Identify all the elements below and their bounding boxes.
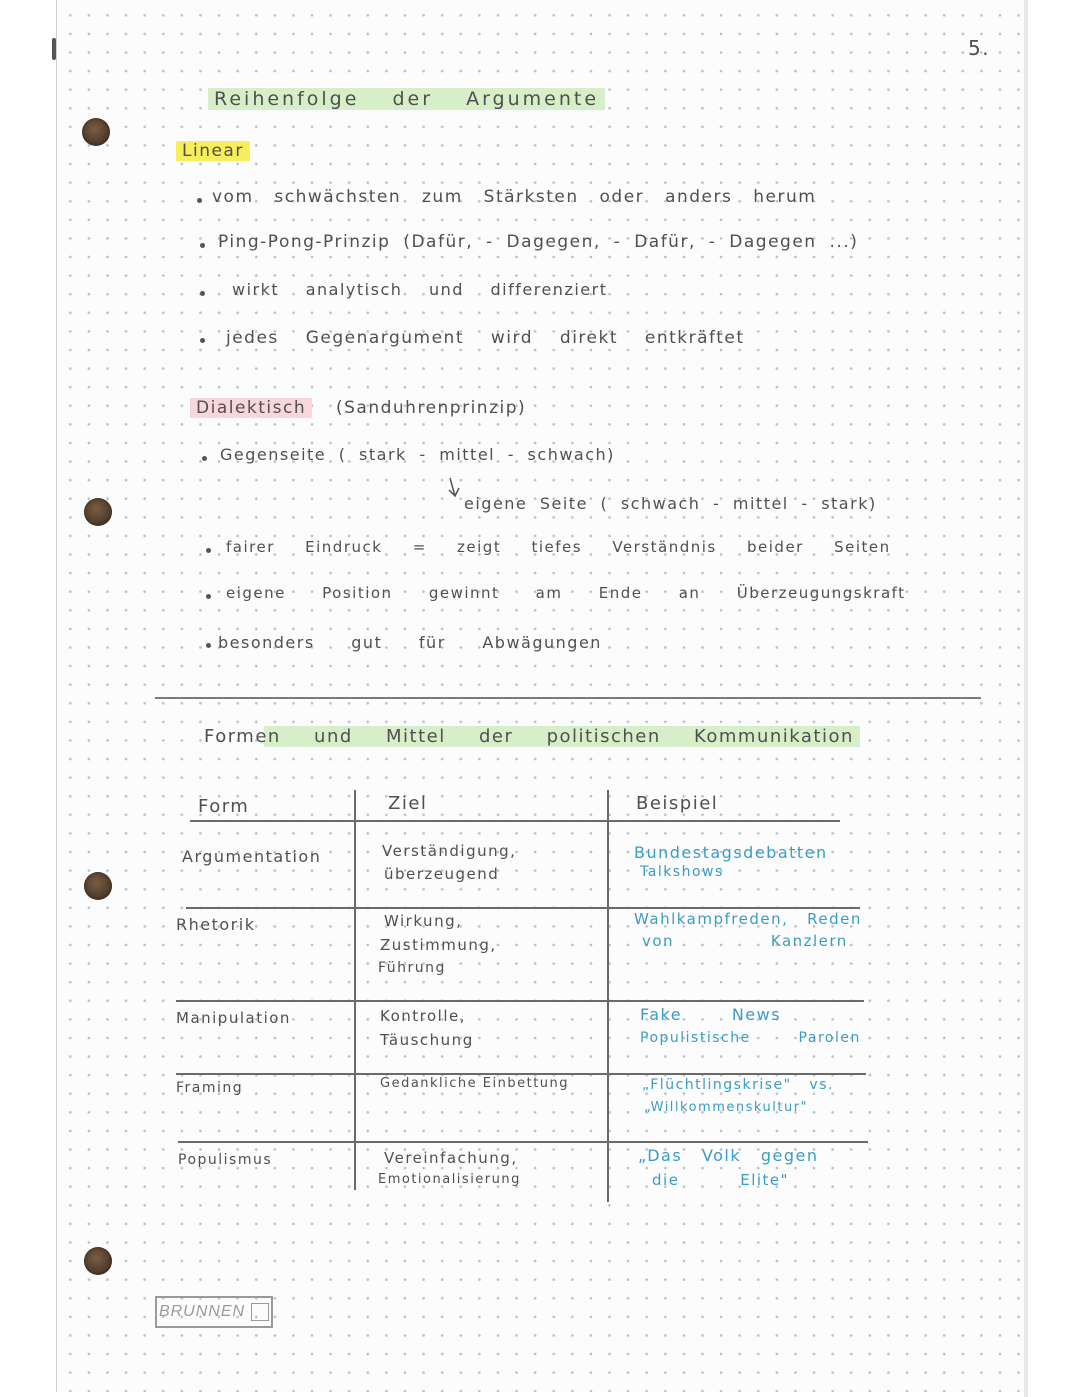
table-cell-beispiel: „Flüchtlingskrise" vs. xyxy=(642,1077,834,1093)
bullet xyxy=(202,456,207,461)
table-cell-ziel: Vereinfachung, xyxy=(384,1149,518,1167)
dialektisch-item: eigene Position gewinnt am Ende an Überzeugungskraft xyxy=(226,584,906,602)
table-cell-ziel: Verständigung, xyxy=(382,842,517,860)
heading-subtitle: (Sanduhrenprinzip) xyxy=(336,398,527,418)
bullet xyxy=(197,198,202,203)
table-row-line xyxy=(186,907,860,909)
table-cell-beispiel: Bundestagsdebatten xyxy=(634,843,828,862)
table-row-line xyxy=(176,1073,866,1075)
table-row-line xyxy=(176,1000,864,1002)
table-cell-beispiel: „Willkommenskultur" xyxy=(644,1100,809,1115)
bullet xyxy=(200,338,205,343)
linear-item: wirkt analytisch und differenziert xyxy=(232,280,608,299)
section-title: Formen und Mittel der politischen Kommunikation xyxy=(198,726,860,747)
bullet xyxy=(206,548,211,553)
table-row-line xyxy=(178,1141,868,1143)
table-cell-beispiel: „Das Volk gegen xyxy=(638,1146,819,1165)
table-cell-form: Populismus xyxy=(178,1152,273,1168)
dialektisch-item: besonders gut für Abwägungen xyxy=(218,633,602,652)
table-cell-form: Manipulation xyxy=(176,1009,291,1027)
table-column-line xyxy=(354,790,356,1190)
table-cell-form: Rhetorik xyxy=(176,915,256,934)
table-cell-ziel: Täuschung xyxy=(380,1031,474,1049)
arrow-icon xyxy=(446,476,462,500)
notebook-page xyxy=(56,0,1027,1392)
binding-mark xyxy=(52,38,56,60)
table-cell-ziel: überzeugend xyxy=(384,865,500,883)
brand-mark-icon xyxy=(251,1303,269,1321)
punch-hole xyxy=(82,118,110,146)
punch-hole xyxy=(84,872,112,900)
page-number: 5. xyxy=(968,36,991,60)
table-cell-beispiel: die Elite" xyxy=(652,1171,790,1189)
table-cell-ziel: Kontrolle, xyxy=(380,1007,467,1025)
table-header-beispiel: Beispiel xyxy=(636,793,719,814)
table-cell-form: Framing xyxy=(176,1080,244,1096)
bullet xyxy=(200,291,205,296)
page-edge xyxy=(1024,0,1028,1397)
bullet xyxy=(206,643,211,648)
divider xyxy=(155,697,981,699)
brand-logo: BRUNNEN xyxy=(155,1296,273,1328)
heading-dialektisch: Dialektisch xyxy=(190,398,312,418)
punch-hole xyxy=(84,1247,112,1275)
table-cell-beispiel: Populistische Parolen xyxy=(640,1030,861,1046)
table-cell-beispiel: Talkshows xyxy=(640,864,724,880)
table-cell-ziel: Emotionalisierung xyxy=(378,1172,521,1187)
linear-item: vom schwächsten zum Stärksten oder anders herum xyxy=(212,187,817,207)
table-header-form: Form xyxy=(198,796,250,817)
linear-item: Ping-Pong-Prinzip (Dafür, - Dagegen, - Dafür, - Dagegen ...) xyxy=(218,232,859,252)
table-cell-ziel: Führung xyxy=(378,960,446,976)
dialektisch-item: fairer Eindruck = zeigt tiefes Verständnis beider Seiten xyxy=(226,538,891,556)
table-cell-beispiel: von Kanzlern xyxy=(642,932,848,950)
table-cell-beispiel: Wahlkampfreden, Reden xyxy=(634,910,862,928)
heading-linear: Linear xyxy=(176,141,250,161)
table-cell-ziel: Wirkung, xyxy=(384,912,463,930)
table-row-line xyxy=(190,820,840,822)
linear-item: jedes Gegenargument wird direkt entkräftet xyxy=(226,328,745,348)
table-cell-form: Argumentation xyxy=(182,847,322,866)
table-cell-ziel: Gedankliche Einbettung xyxy=(380,1076,570,1091)
dialektisch-item: Gegenseite ( stark - mittel - schwach) xyxy=(220,445,615,464)
punch-hole xyxy=(84,498,112,526)
table-header-ziel: Ziel xyxy=(388,793,428,814)
bullet xyxy=(200,243,205,248)
table-cell-beispiel: Fake News xyxy=(640,1005,782,1024)
section-title: Reihenfolge der Argumente xyxy=(208,88,605,110)
dialektisch-item: eigene Seite ( schwach - mittel - stark) xyxy=(464,494,877,513)
table-cell-ziel: Zustimmung, xyxy=(380,936,497,954)
bullet xyxy=(206,594,211,599)
